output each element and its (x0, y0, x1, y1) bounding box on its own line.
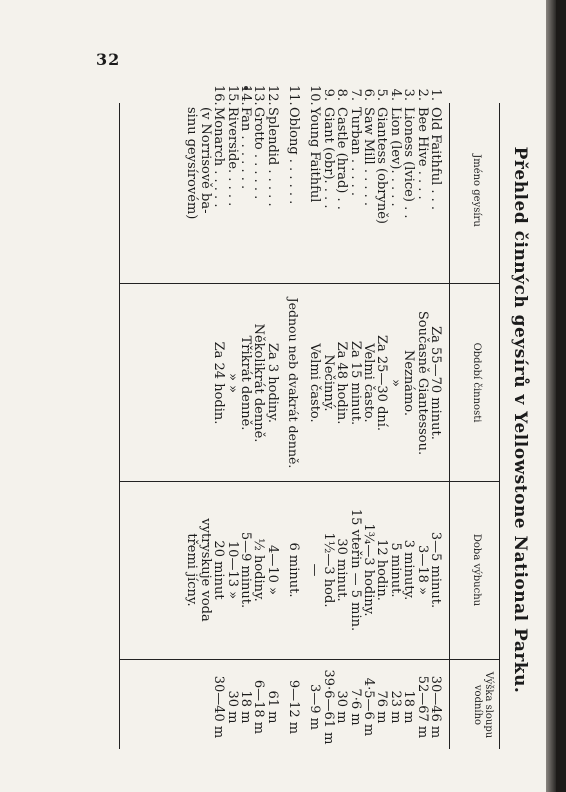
table-row (225, 85, 238, 755)
table-row (335, 85, 348, 755)
duration-cell-continued: třemi jícny. (184, 533, 200, 607)
duration-cell: 1¾—3 hodiny. (361, 523, 377, 617)
geyser-name: Fan . . . . . . . (237, 107, 253, 190)
height-cell: 6—18 m (251, 679, 267, 735)
row-number: 7. (347, 88, 363, 101)
duration-cell: 12 hodin. (374, 539, 390, 601)
row-number: 12. (264, 85, 280, 106)
geyser-table (100, 85, 530, 755)
period-cell: Za 24 hodin. (211, 341, 227, 425)
table-row-continuation (185, 85, 198, 755)
row-number: 11. (286, 85, 302, 106)
period-cell: Nečinný. (320, 354, 336, 412)
geyser-name: Young Faithful (307, 107, 323, 203)
table-row (429, 85, 442, 755)
table-title: Přehled činných geysírů v Yellowstone National Parku. (510, 146, 530, 694)
row-number: 15. (224, 85, 240, 106)
height-cell: 3—9 m (307, 683, 323, 730)
period-cell: Současně Giantessou. (414, 310, 430, 456)
period-cell: Velmi často. (307, 343, 323, 423)
table-row (308, 85, 321, 755)
geyser-name-continued: sinu geysírovém) (184, 107, 200, 220)
row-number: 1. (428, 88, 443, 101)
table-row (388, 85, 401, 755)
height-cell: 4·5—6 m (361, 677, 377, 737)
geyser-name: Turban . . . . . (347, 107, 363, 197)
table-row (239, 85, 252, 755)
bottom-rule (119, 103, 120, 749)
header-period: Období činnosti (471, 342, 482, 423)
duration-cell: 10—13 » (224, 540, 240, 600)
duration-cell: 5 minut. (387, 542, 403, 598)
geyser-name: Giantess (obryně) (374, 107, 390, 224)
height-cell: 61 m (264, 690, 280, 724)
header-name: Jméno geysíru (471, 154, 482, 227)
height-cell: 30 m (334, 690, 350, 724)
row-gap (300, 85, 308, 755)
row-number: 10. (307, 85, 323, 106)
height-cell: 23 m (387, 690, 403, 724)
table-row (287, 85, 300, 755)
period-cell: » (387, 379, 403, 387)
row-number: 13. (251, 85, 267, 106)
row-number: 8. (334, 88, 350, 101)
duration-cell: 3—18 » (414, 545, 430, 595)
duration-cell: — (307, 563, 323, 577)
duration-cell: ½ hodiny. (251, 538, 267, 602)
table-row (212, 85, 225, 755)
table-row (362, 85, 375, 755)
duration-cell: 15 vteřin — 5 min. (347, 508, 363, 632)
duration-cell: 3—5 minut. (428, 531, 443, 609)
period-cell: » » (224, 372, 240, 394)
page-number: 32 (96, 50, 121, 69)
period-cell: Za 55—70 minut. (428, 326, 443, 440)
duration-cell: 6 minut. (286, 542, 302, 598)
row-number: 4. (387, 88, 403, 101)
period-cell: Za 15 minut. (347, 340, 363, 426)
height-cell: 39·6—61 m (320, 669, 336, 745)
period-cell: Za 3 hodiny. (264, 342, 280, 424)
period-cell: Velmi často. (361, 343, 377, 423)
geyser-name: Old Faithful . . . (428, 107, 443, 211)
row-gap (279, 85, 287, 755)
geyser-name: Oblong . . . . . . (286, 107, 302, 205)
period-cell: Několikrát denně. (251, 323, 267, 443)
geyser-name: Lioness (lvice) . . (401, 107, 417, 219)
period-cell: Jednou neb dvakrát denně. (286, 297, 302, 469)
duration-cell: 3 minuty. (401, 539, 417, 601)
geyser-name: Lion (lev). . . . . (387, 107, 403, 207)
row-number: 6. (361, 88, 377, 101)
geyser-name: Giant (obr). . . . (320, 107, 336, 209)
height-cell: 30 m (224, 690, 240, 724)
geyser-name: Splendid . . . . . (264, 107, 280, 207)
period-cell: Třikrát denně. (237, 335, 253, 431)
header-rule (449, 103, 450, 749)
period-cell: Za 48 hodin. (334, 341, 350, 425)
height-cell: 30—46 m (428, 675, 443, 739)
duration-cell: 5—9 minut. (237, 531, 253, 609)
header-duration: Doba výbuchu (471, 533, 482, 607)
table-row (402, 85, 415, 755)
geyser-name: Monarch . . . . . (211, 107, 227, 208)
table-row-continuation (198, 85, 211, 755)
geyser-name: Bee Hive . . . . (414, 107, 430, 200)
row-number: 2. (414, 88, 430, 101)
geyser-name: Saw Mill . . . . . (361, 107, 377, 207)
period-cell: Neznámo. (401, 349, 417, 417)
page-edge-shadow (546, 0, 556, 792)
table-body (185, 85, 442, 755)
height-cell: 18 m (401, 690, 417, 724)
table-row (375, 85, 388, 755)
height-cell: 7·6 m (347, 688, 363, 726)
table-row (252, 85, 265, 755)
height-cell: 18 m (237, 690, 253, 724)
duration-cell: 4—10 » (264, 545, 280, 595)
duration-cell-continued: vytryskuje voda (197, 518, 213, 622)
row-number: 16. (211, 85, 227, 106)
row-number: 14. (237, 85, 253, 106)
duration-cell: 20 minut (211, 540, 227, 600)
duration-cell: 30 minut. (334, 538, 350, 602)
period-cell: Za 25—30 dní. (374, 334, 390, 432)
table-row (321, 85, 334, 755)
geyser-name: Castle (hrad) . . (334, 107, 350, 210)
geyser-name: Riverside. . . . . (224, 107, 240, 207)
table-row (415, 85, 428, 755)
geyser-name-continued: (v Norrisově ba- (197, 107, 213, 214)
row-number: 3. (401, 88, 417, 101)
table-row (348, 85, 361, 755)
row-number: 9. (320, 88, 336, 101)
table-row (265, 85, 278, 755)
row-number: 5. (374, 88, 390, 101)
top-rule (499, 103, 500, 749)
height-cell: 52—67 m (414, 675, 430, 739)
duration-cell: 1½—3 hod. (320, 532, 336, 608)
height-cell: 30—40 m (211, 675, 227, 739)
height-cell: 9—12 m (286, 679, 302, 735)
geyser-name: Grotto . . . . . . (251, 107, 267, 200)
header-height: Výška sloupu vodního (472, 671, 494, 739)
height-cell: 76 m (374, 690, 390, 724)
